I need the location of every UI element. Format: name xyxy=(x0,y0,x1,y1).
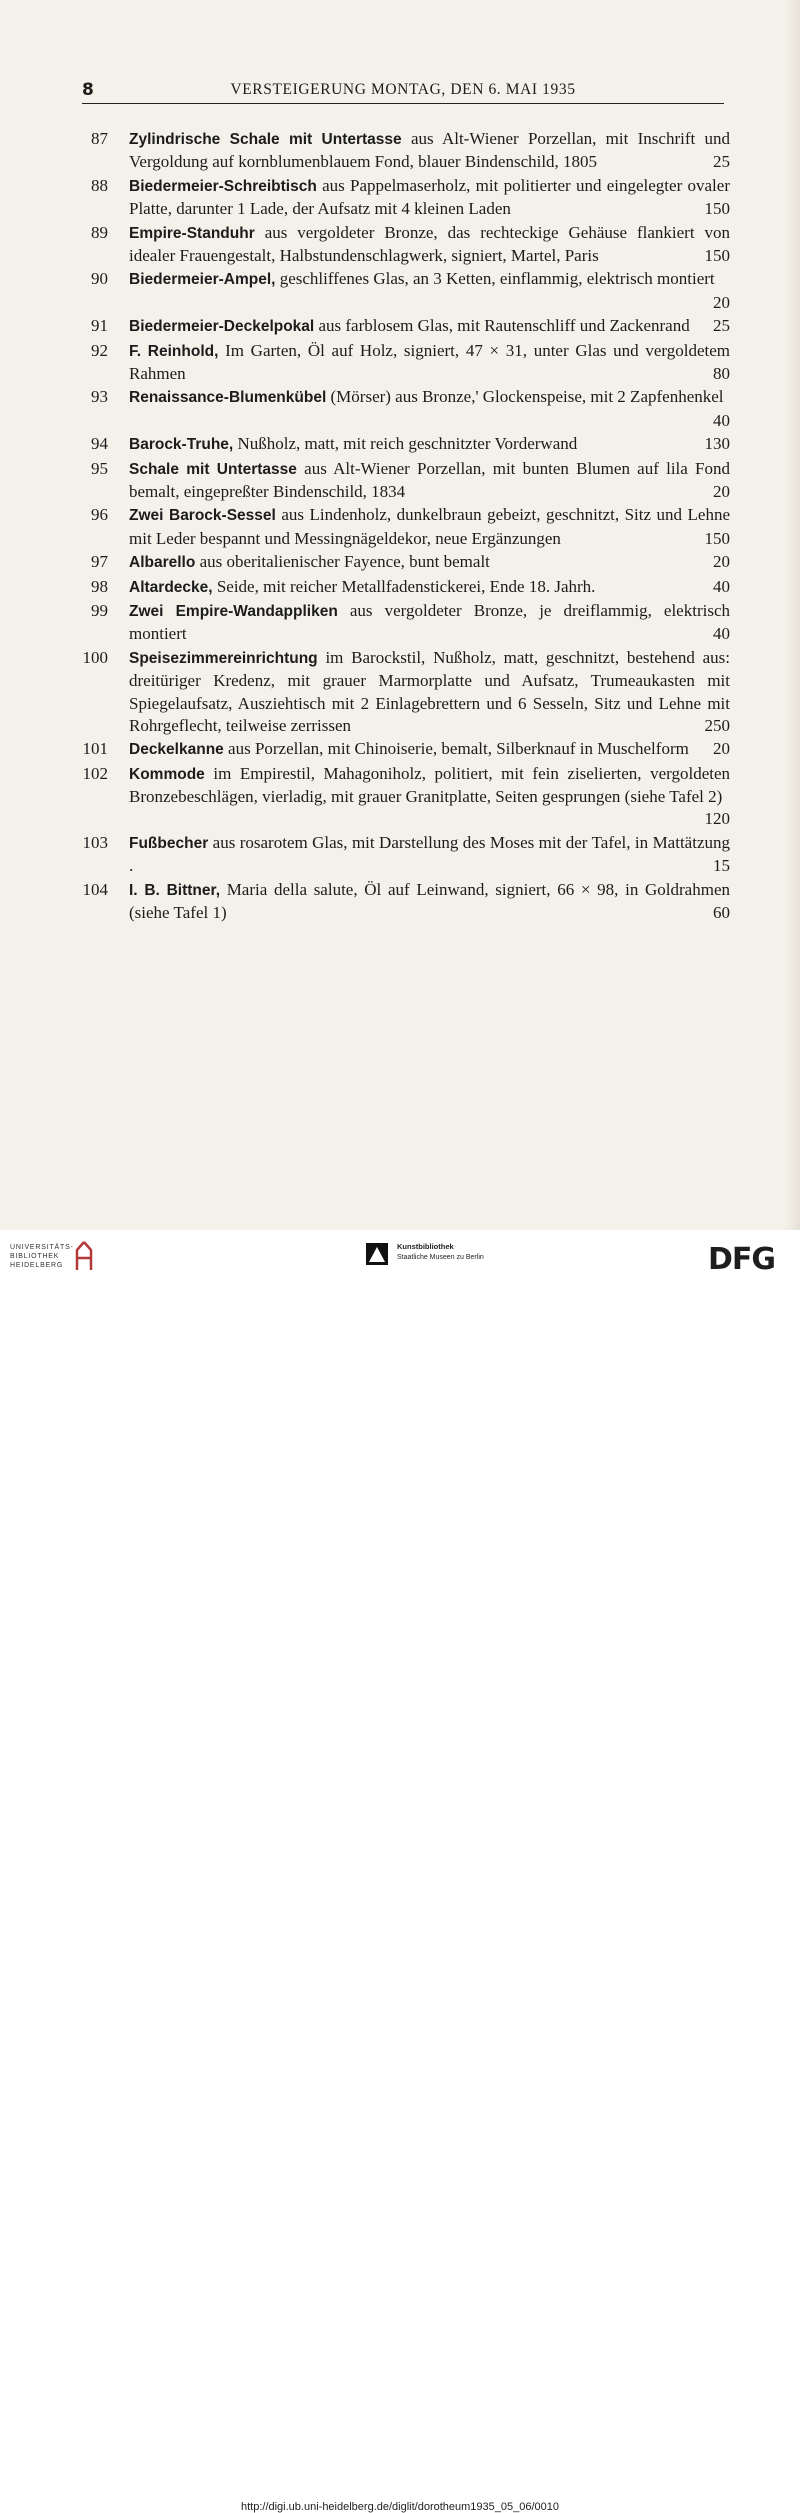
lot-description: aus oberitalienischer Fayence, bunt bemalt xyxy=(199,552,490,572)
catalog-entry xyxy=(78,222,730,268)
lot-title: Deckelkanne xyxy=(129,741,224,759)
lot-number: 90 xyxy=(91,269,108,289)
kunstbibliothek-logo-text: Kunstbibliothek Staatliche Museen zu Berlin xyxy=(397,1242,484,1261)
lot-description: aus Pappelmaserholz, mit politierter und eingelegter ovaler Platte, darunter 1 Lade, der Aufsatz mit 4 kleinen Laden xyxy=(129,175,730,219)
lot-title: I. B. Bittner, xyxy=(129,881,220,899)
university-library-logo-text: UNIVERSITÄTS- BIBLIOTHEK HEIDELBERG xyxy=(10,1244,74,1269)
lot-title: Biedermeier-Ampel, xyxy=(129,271,276,289)
lot-price: 60 xyxy=(713,902,730,922)
lot-price: 20 xyxy=(713,739,730,759)
lot-number: 93 xyxy=(91,387,108,407)
lot-description: Maria della salute, Öl auf Leinwand, signiert, 66 × 98, in Goldrahmen (siehe Tafel 1) xyxy=(129,879,730,922)
page-edge-shadow xyxy=(786,0,800,1230)
catalog-entry xyxy=(78,879,730,925)
lot-title: Empire-Standuhr xyxy=(129,224,255,242)
lot-title: Fußbecher xyxy=(129,834,209,852)
lot-number: 104 xyxy=(82,879,108,899)
lot-title: Schale mit Untertasse xyxy=(129,460,297,478)
catalog-entry xyxy=(78,175,730,221)
lot-title: Speisezimmereinrichtung xyxy=(129,649,318,667)
lot-description: geschliffenes Glas, an 3 Ketten, einflammig, elektrisch montiert xyxy=(279,269,715,289)
catalog-entry xyxy=(78,504,730,550)
lot-price: 40 xyxy=(713,576,730,596)
lot-number: 89 xyxy=(91,222,108,242)
lot-number: 95 xyxy=(91,458,108,478)
catalog-entry xyxy=(78,738,730,761)
lot-description: aus vergoldeter Bronze, das rechteckige Gehäuse flankiert von idealer Frauengestalt, Halbstundenschlagwerk, signiert, Martel, Paris xyxy=(129,222,730,265)
running-title: VERSTEIGERUNG MONTAG, DEN 6. MAI 1935 xyxy=(230,81,576,98)
lot-price: 250 xyxy=(704,715,730,735)
lot-title: Altardecke, xyxy=(129,578,213,596)
lot-price: 25 xyxy=(713,152,730,172)
lot-title: Zwei Barock-Sessel xyxy=(129,507,276,525)
lot-description: Seide, mit reicher Metallfadenstickerei, Ende 18. Jahrh. xyxy=(216,576,596,596)
lot-title: Renaissance-Blumenkübel xyxy=(129,389,327,407)
catalog-entry xyxy=(78,433,730,456)
lot-description: Nußholz, matt, mit reich geschnitzter Vorderwand xyxy=(237,434,578,454)
catalog-entry xyxy=(78,832,730,878)
lot-price: 25 xyxy=(713,316,730,336)
lot-number: 103 xyxy=(82,832,108,852)
lot-price: 20 xyxy=(713,552,730,572)
lot-number: 99 xyxy=(91,601,108,621)
lot-title: Biedermeier-Schreibtisch xyxy=(129,177,317,195)
university-library-logo-icon xyxy=(72,1240,96,1272)
lot-number: 102 xyxy=(82,763,108,783)
lot-price: 150 xyxy=(704,245,730,265)
catalog-entry xyxy=(78,647,730,737)
footer-bar xyxy=(0,1230,800,2513)
lot-description: aus farblosem Glas, mit Rautenschliff und Zackenrand xyxy=(318,316,690,336)
catalog-entry xyxy=(78,576,730,599)
catalog-entry xyxy=(78,386,730,432)
lot-number: 88 xyxy=(91,175,108,195)
page-header xyxy=(82,79,724,104)
catalog-entry xyxy=(78,340,730,386)
lot-price: 20 xyxy=(713,292,730,312)
lot-title: Kommode xyxy=(129,765,205,783)
catalog-entry xyxy=(78,268,730,314)
catalog-entry xyxy=(78,315,730,338)
lot-number: 101 xyxy=(82,739,108,759)
lot-number: 98 xyxy=(91,576,108,596)
lot-number: 96 xyxy=(91,505,108,525)
lot-description: Im Garten, Öl auf Holz, signiert, 47 × 31, unter Glas und vergoldetem Rahmen xyxy=(129,340,731,383)
source-url-link[interactable]: http://digi.ub.uni-heidelberg.de/diglit/dorotheum1935_05_06/0010 xyxy=(240,2501,560,2513)
lot-price: 40 xyxy=(713,410,730,430)
lot-price: 20 xyxy=(713,481,730,501)
lot-number: 100 xyxy=(82,647,108,667)
catalog-entries xyxy=(78,128,730,925)
lot-number: 91 xyxy=(91,316,108,336)
catalog-entry xyxy=(78,458,730,504)
page-number: 8 xyxy=(82,80,94,100)
lot-description: aus vergoldeter Bronze, je dreiflammig, elektrisch montiert xyxy=(129,601,730,644)
lot-description: aus Alt-Wiener Porzellan, mit bunten Blumen auf lila Fond bemalt, eingepreßter Bindenschild, 1834 xyxy=(129,458,731,501)
lot-description: aus rosarotem Glas, mit Darstellung des Moses mit der Tafel, in Mattätzung . xyxy=(129,832,730,876)
lot-description: aus Porzellan, mit Chinoiserie, bemalt, Silberknauf in Muschelform xyxy=(228,739,689,759)
lot-title: Albarello xyxy=(129,554,196,572)
dfg-logo: DFG xyxy=(708,1242,776,1277)
lot-title: F. Reinhold, xyxy=(129,342,219,360)
catalog-entry xyxy=(78,600,730,646)
lot-number: 87 xyxy=(91,129,108,148)
lot-title: Zwei Empire-Wandappliken xyxy=(129,603,338,621)
catalog-entry xyxy=(78,551,730,574)
catalog-entry xyxy=(78,128,730,174)
catalog-entry xyxy=(78,763,730,831)
lot-price: 150 xyxy=(704,199,730,219)
lot-number: 94 xyxy=(91,434,108,454)
lot-price: 150 xyxy=(704,528,730,548)
lot-title: Zylindrische Schale mit Untertasse xyxy=(129,131,402,148)
lot-description: im Barockstil, Nußholz, matt, geschnitzt, bestehend aus: dreitüriger Kredenz, mit grauer Marmorplatte und Aufsatz, Trumeaukasten mit Spiegelaufsatz, Ausziehtisch mit 2 Einlagebrettern und 6 Sesseln, Sitz und Lehne mit Rohrgeflecht, teilweise zerrissen xyxy=(129,647,731,735)
lot-description: im Empirestil, Mahagoniholz, politiert, mit fein ziselierten, vergoldeten Bronzebeschlägen, vierladig, mit grauer Granitplatte, Seiten gesprungen (siehe Tafel 2) xyxy=(129,763,731,807)
lot-title: Biedermeier-Deckelpokal xyxy=(129,318,315,336)
lot-price: 15 xyxy=(713,856,730,876)
lot-number: 92 xyxy=(91,340,108,360)
kunstbibliothek-logo-icon xyxy=(366,1243,388,1265)
lot-title: Barock-Truhe, xyxy=(129,436,234,454)
document-page xyxy=(0,0,800,1230)
lot-price: 40 xyxy=(713,624,730,644)
lot-price: 120 xyxy=(704,809,730,829)
lot-number: 97 xyxy=(91,552,108,572)
lot-price: 130 xyxy=(704,434,730,454)
lot-price: 80 xyxy=(713,363,730,383)
lot-description: (Mörser) aus Bronze,' Glockenspeise, mit 2 Zapfenhenkel xyxy=(330,387,724,407)
lot-description: aus Alt-Wiener Porzellan, mit Inschrift und Vergoldung auf kornblumenblauem Fond, blauer Bindenschild, 1805 xyxy=(129,129,730,172)
lot-description: aus Lindenholz, dunkelbraun gebeizt, geschnitzt, Sitz und Lehne mit Leder bespannt und Messingnägeldekor, neue Ergänzungen xyxy=(129,505,731,548)
